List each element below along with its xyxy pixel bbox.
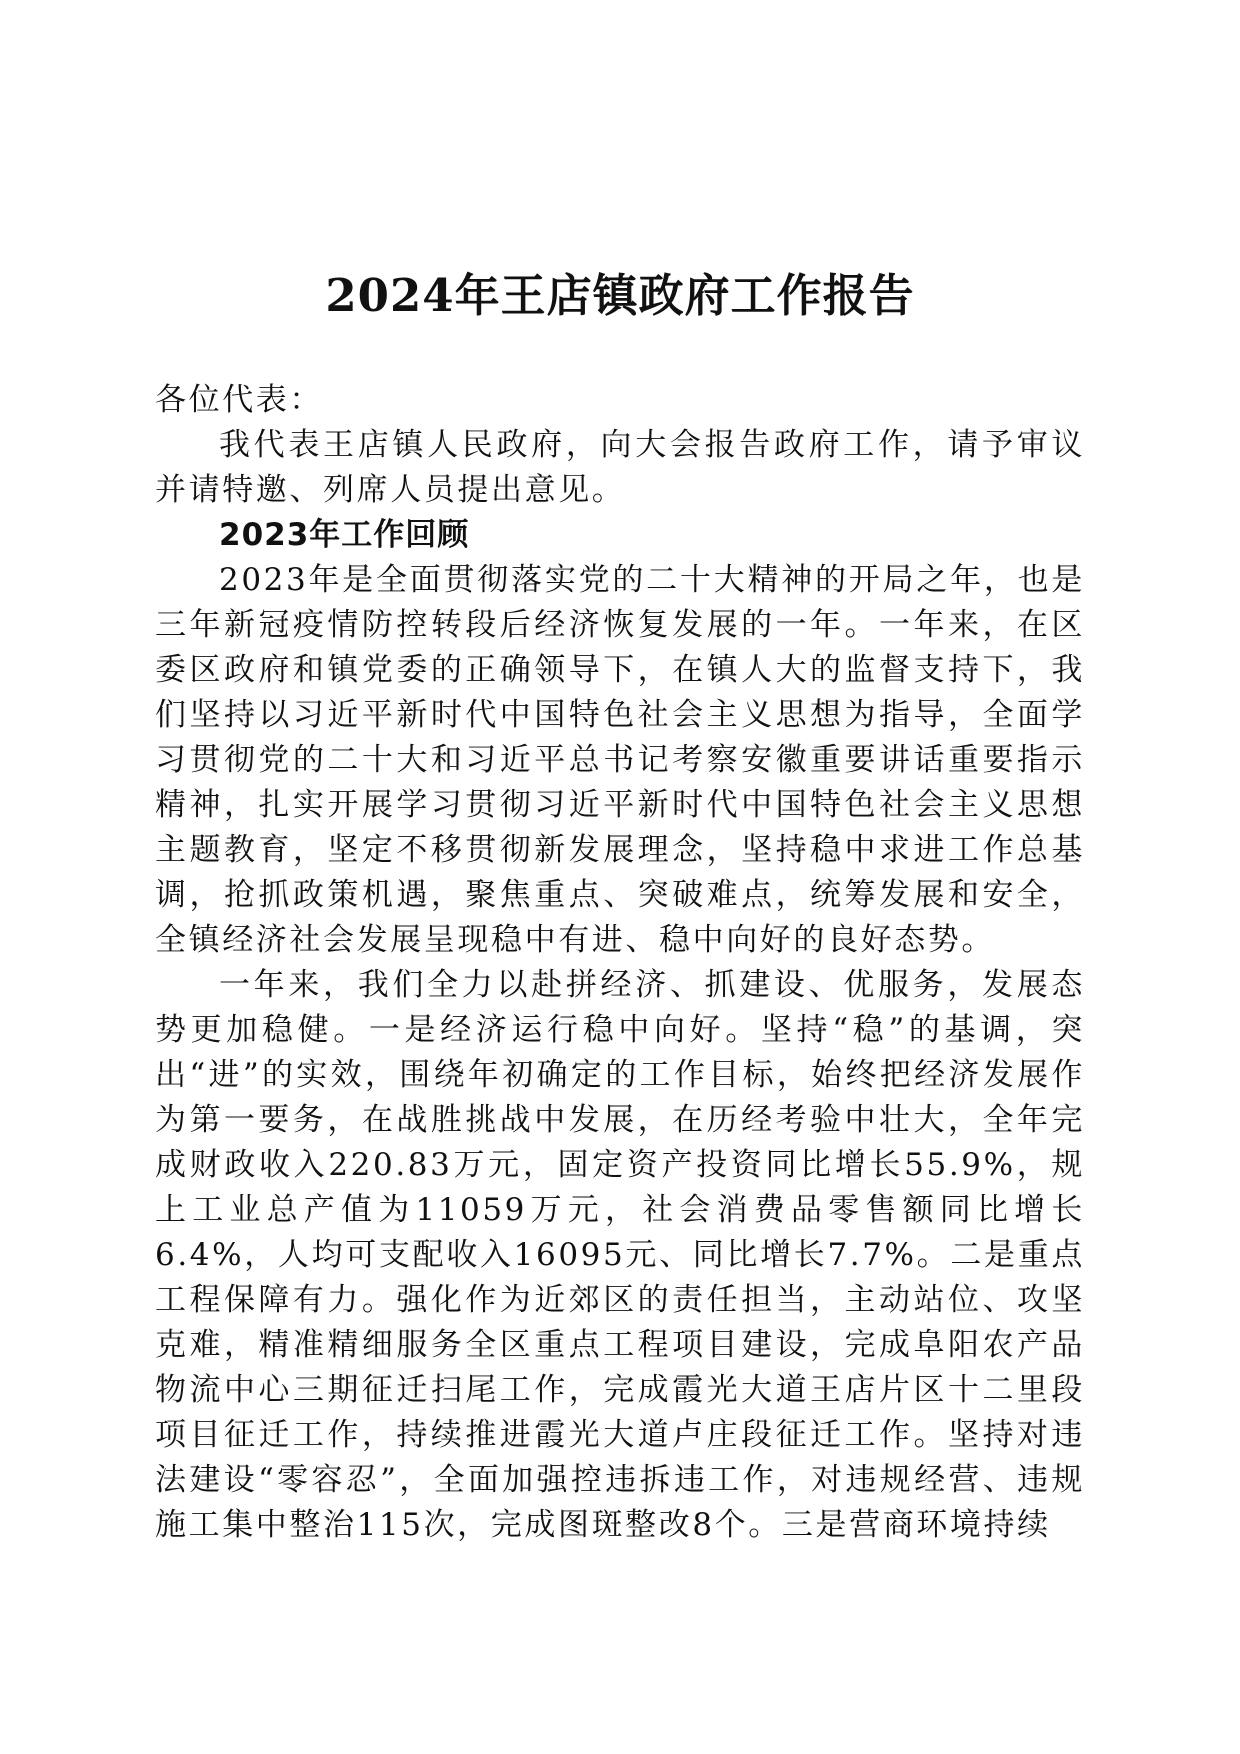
section-heading: 2023年工作回顾: [219, 517, 470, 553]
salutation: 各位代表：: [155, 382, 323, 418]
body-paragraph: 2023年是全面贯彻落实党的二十大精神的开局之年，也是三年新冠疫情防控转段后经济恢复发展的一年。一年来，在区委区政府和镇党委的正确领导下，在镇人大的监督支持下，我们坚持以习近平新时代中国特色社会主义思想为指导，全面学习贯彻党的二十大和习近平总书记考察安徽重要讲话重要指示精神，扎实开展学习贯彻习近平新时代中国特色社会主义思想主题教育，坚定不移贯彻新发展理念，坚持稳中求进工作总基调，抢抓政策机遇，聚焦重点、突破难点，统筹发展和安全，全镇经济社会发展呈现稳中有进、稳中向好的良好态势。: [155, 562, 1085, 958]
document-body: [155, 378, 1085, 1548]
body-paragraph: 一年来，我们全力以赴拼经济、抓建设、优服务，发展态势更加稳健。一是经济运行稳中向好。坚持“稳”的基调，突出“进”的实效，围绕年初确定的工作目标，始终把经济发展作为第一要务，在战胜挑战中发展，在历经考验中壮大，全年完成财政收入220.83万元，固定资产投资同比增长55.9%，规上工业总产值为11059万元，社会消费品零售额同比增长6.4%，人均可支配收入16095元、同比增长7.7%。二是重点工程保障有力。强化作为近郊区的责任担当，主动站位、攻坚克难，精准精细服务全区重点工程项目建设，完成阜阳农产品物流中心三期征迁扫尾工作，完成霞光大道王店片区十二里段项目征迁工作，持续推进霞光大道卢庄段征迁工作。坚持对违法建设“零容忍”，全面加强控违拆违工作，对违规经营、违规施工集中整治115次，完成图斑整改8个。三是营商环境持续: [155, 967, 1085, 1543]
intro-paragraph: 我代表王店镇人民政府，向大会报告政府工作，请予审议并请特邀、列席人员提出意见。: [155, 427, 1085, 508]
document-title: 2024年王店镇政府工作报告: [325, 269, 915, 323]
